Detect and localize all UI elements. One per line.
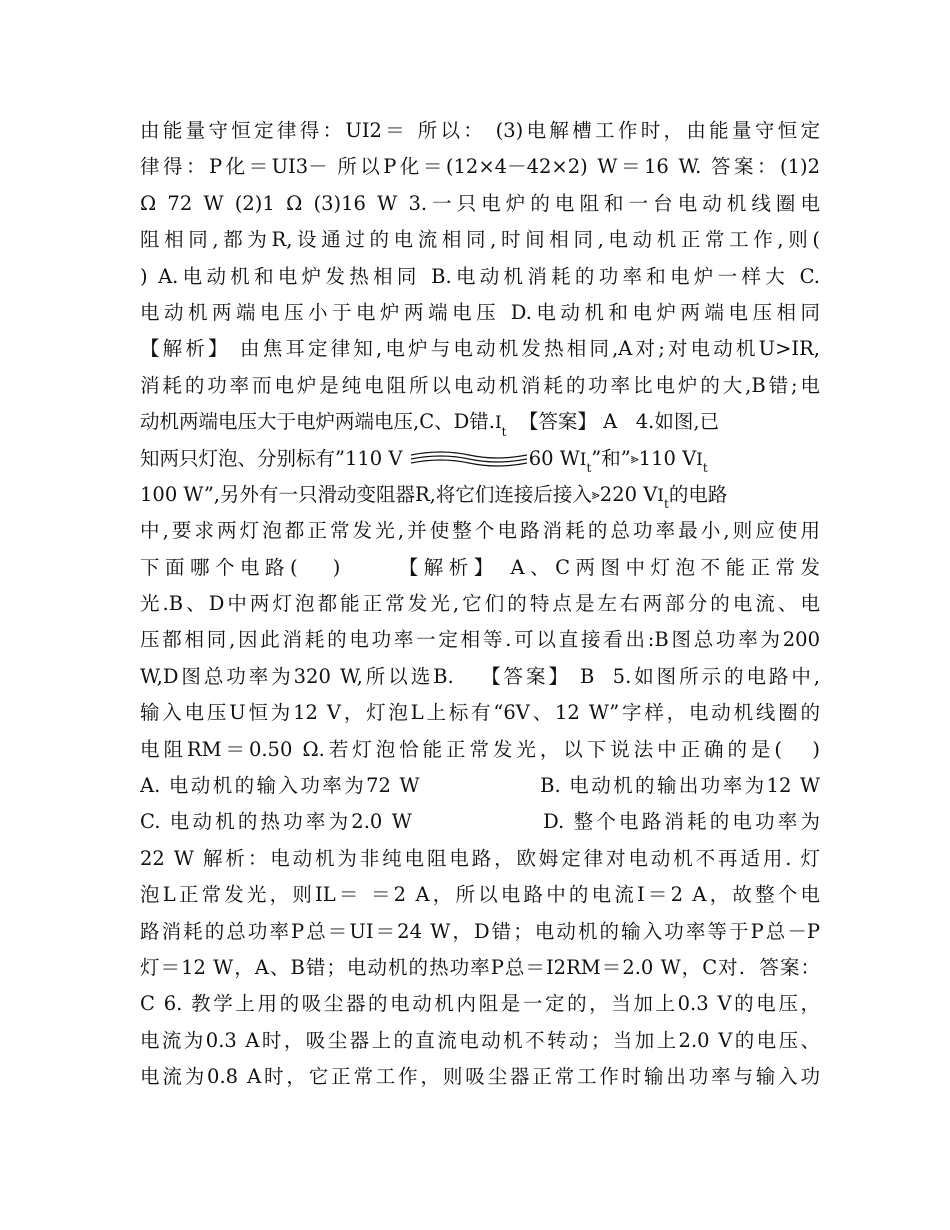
- text-line: 压都相同,因此消耗的电功率一定相等.可以直接看出:B图总功率为200: [140, 628, 820, 652]
- text-segment: 知两只灯泡、分别标有”110 V: [140, 446, 403, 470]
- text-line: C 6. 教学上用的吸尘器的电动机内阻是一定的，当加上0.3 V的电压，: [140, 992, 820, 1016]
- text-line: 电阻RM＝0.50 Ω.若灯泡恰能正常发光，以下说法中正确的是( ): [140, 737, 820, 761]
- text-line: 灯＝12 W，A、B错；电动机的热功率P总＝I2RM＝2.0 W，C对. 答案：: [140, 955, 820, 979]
- text-line: 输入电压U恒为12 V，灯泡L上标有“6V、12 W”字样，电动机线圈的: [140, 701, 820, 725]
- text-line: 阻相同,都为R,设通过的电流相同,时间相同,电动机正常工作,则(: [140, 228, 820, 252]
- text-segment: ”和”: [591, 446, 631, 470]
- double-arrow-icon: ⪢: [591, 487, 600, 504]
- text-line: 电动机两端电压小于电炉两端电压 D.电动机和电炉两端电压相同: [140, 300, 820, 324]
- text-segment: 的电路: [668, 482, 728, 506]
- text-line: 下面哪个电路( ) 【解析】 A、C两图中灯泡不能正常发: [140, 555, 820, 579]
- text-line: 电流为0.8 A时，它正常工作，则吸尘器正常工作时输出功率与输入功: [140, 1065, 820, 1089]
- text-line: 由能量守恒定律得：UI2＝ 所以： (3)电解槽工作时，由能量守恒定: [140, 119, 820, 142]
- text-line: ) A.电动机和电炉发热相同 B.电动机消耗的功率和电炉一样大 C.: [140, 264, 820, 288]
- lamp-symbol: $I_t$: [657, 485, 669, 512]
- text-line: 光.B、D中两灯泡都能正常发光,它们的特点是左右两部分的电流、电: [140, 592, 820, 616]
- text-segment: 110 V: [638, 446, 697, 470]
- text-line: 律得：P化＝UI3－ 所以P化＝(12×4－42×2) W＝16 W. 答案：(1)2: [140, 155, 820, 179]
- lamp-symbol: $I_t$: [579, 449, 592, 475]
- text-line: 路消耗的总功率P总＝UI＝24 W，D错；电动机的输入功率等于P总－P: [140, 919, 820, 943]
- lamp-symbol: $I_t$: [494, 413, 507, 439]
- text-line: 22 W 解析：电动机为非纯电阻电路，欧姆定律对电动机不再适用. 灯: [140, 846, 820, 870]
- text-segment: 动机两端电压大于电炉两端电压,C、D错.: [140, 410, 495, 434]
- lamp-symbol: $I_t$: [696, 449, 708, 475]
- double-arrow-icon: ⪢: [630, 450, 639, 467]
- text-line: 中,要求两灯泡都正常发光,并使整个电路消耗的总功率最小,则应使用: [140, 519, 820, 543]
- document-page: [140, 113, 820, 1096]
- text-line: [140, 441, 820, 477]
- text-segment: 【答案】 A 4.如图,已: [506, 410, 720, 434]
- text-line: A. 电动机的输入功率为72 W B. 电动机的输出功率为12 W: [140, 774, 820, 798]
- text-line: 电流为0.3 A时，吸尘器上的直流电动机不转动；当加上2.0 V的电压、: [140, 1028, 820, 1052]
- text-segment: 60 W: [528, 446, 580, 470]
- wavy-line-symbol: [409, 449, 529, 469]
- text-line: 消耗的功率而电炉是纯电阻所以电动机消耗的功率比电炉的大,B错;电: [140, 373, 820, 397]
- text-line: W,D图总功率为320 W,所以选B. 【答案】 B 5.如图所示的电路中,: [140, 664, 820, 688]
- text-line: 泡L正常发光，则IL＝ ＝2 A，所以电路中的电流I＝2 A，故整个电: [140, 883, 820, 907]
- text-line: [140, 404, 820, 440]
- text-segment: 100 W”,另外有一只滑动变阻器R,将它们连接后接入: [140, 482, 592, 506]
- text-segment: 220 V: [599, 482, 658, 506]
- text-line: Ω 72 W (2)1 Ω (3)16 W 3.一只电炉的电阻和一台电动机线圈电: [140, 191, 820, 215]
- text-line: 【解析】 由焦耳定律知,电炉与电动机发热相同,A对;对电动机U>IR,: [140, 337, 820, 361]
- text-line: [140, 477, 820, 513]
- text-line: C. 电动机的热功率为2.0 W D. 整个电路消耗的电功率为: [140, 810, 820, 834]
